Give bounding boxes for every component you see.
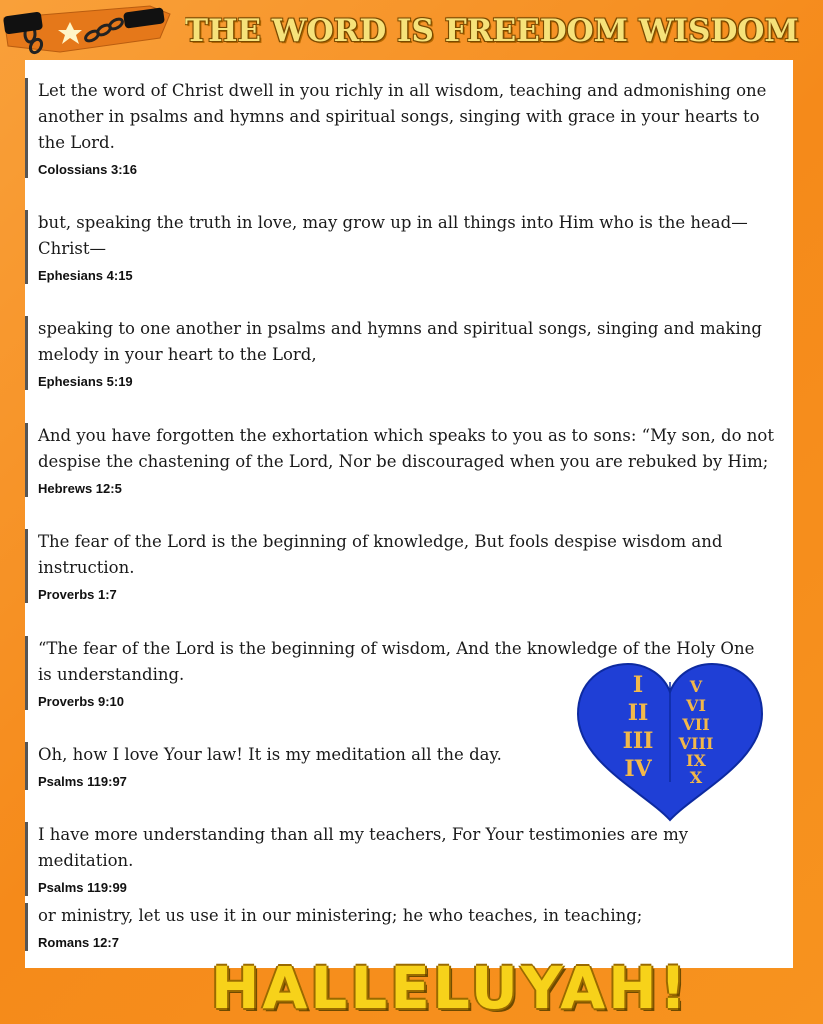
numeral-7: VII [682, 715, 710, 734]
numeral-9: IX [686, 751, 706, 770]
verse-reference: Proverbs 1:7 [38, 587, 117, 602]
numeral-10: X [689, 768, 703, 787]
numeral-8: VIII [678, 734, 714, 753]
broken-chains-icon [0, 0, 180, 62]
verse-item [25, 903, 785, 951]
verse-text: or ministry, let us use it in our ministering; he who teaches, in teaching; [38, 906, 643, 925]
verse-item [25, 742, 565, 790]
verse-reference: Colossians 3:16 [38, 162, 137, 177]
verse-text: Oh, how I love Your law! It is my meditation all the day. [38, 745, 502, 764]
verse-reference: Proverbs 9:10 [38, 694, 124, 709]
numeral-5: V [689, 677, 703, 696]
verse-reference: Romans 12:7 [38, 935, 119, 950]
verse-reference: Psalms 119:99 [38, 880, 127, 895]
verse-text: And you have forgotten the exhortation which speaks to you as to sons: “My son, do not despise the chastening of the Lord, Nor be discouraged when you are rebuked by Him; [38, 426, 774, 471]
verse-text: but, speaking the truth in love, may grow up in all things into Him who is the head—Christ— [38, 213, 748, 258]
numeral-1: I [632, 672, 644, 698]
verse-item [25, 529, 785, 603]
verse-item [25, 210, 785, 284]
page-title: THE WORD IS FREEDOM WISDOM [185, 13, 799, 49]
verse-reference: Ephesians 5:19 [38, 374, 133, 389]
numeral-2: II [627, 700, 649, 726]
verse-reference: Hebrews 12:5 [38, 481, 122, 496]
verse-item [25, 423, 785, 497]
verse-text: Let the word of Christ dwell in you richly in all wisdom, teaching and admonishing one another in psalms and hymns and spiritual songs, singing with grace in your hearts to the Lord. [38, 81, 767, 152]
commandments-heart-icon [574, 662, 766, 822]
verse-reference: Ephesians 4:15 [38, 268, 133, 283]
verse-item [25, 316, 785, 390]
verse-item [25, 78, 785, 178]
halleluyah-banner: HALLELUYAH! [210, 955, 690, 1021]
numeral-3: III [622, 728, 654, 754]
header [0, 0, 823, 58]
verse-text: speaking to one another in psalms and hymns and spiritual songs, singing and making melody in your heart to the Lord, [38, 319, 762, 364]
numeral-4: IV [624, 756, 652, 782]
verse-text: “The fear of the Lord is the beginning of wisdom, And the knowledge of the Holy One is understanding. [38, 639, 755, 684]
numeral-6: VI [686, 696, 706, 715]
verse-list [25, 60, 793, 968]
verse-reference: Psalms 119:97 [38, 774, 127, 789]
verse-text: The fear of the Lord is the beginning of knowledge, But fools despise wisdom and instruction. [38, 532, 723, 577]
verse-item [25, 822, 785, 896]
verse-text: I have more understanding than all my teachers, For Your testimonies are my meditation. [38, 825, 689, 870]
